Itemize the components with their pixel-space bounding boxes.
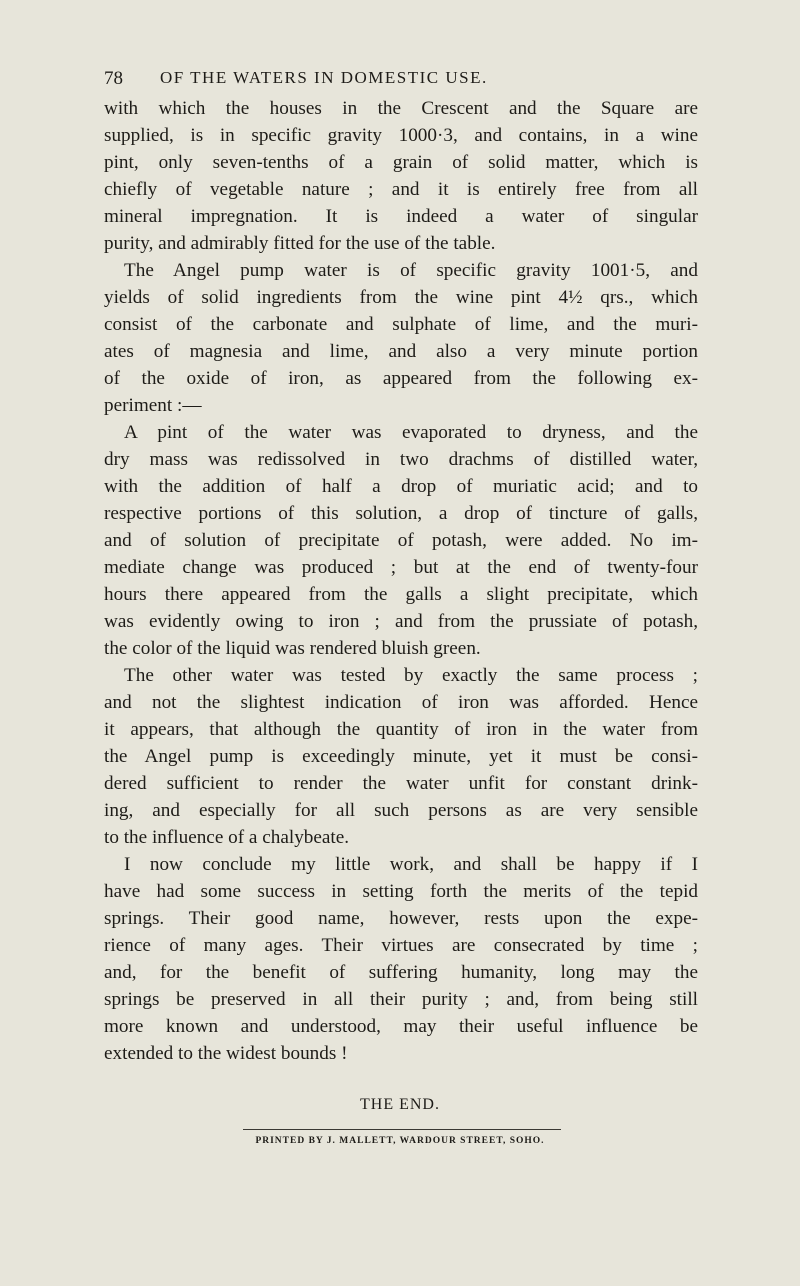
text-line: The other water was tested by exactly the same process ; bbox=[124, 665, 698, 686]
text-line: A pint of the water was evaporated to dryness, and the bbox=[124, 422, 698, 443]
text-line: with which the houses in the Crescent and the Square are bbox=[104, 98, 698, 119]
text-line: The Angel pump water is of specific gravity 1001·5, and bbox=[124, 260, 698, 281]
text-line: to the influence of a chalybeate. bbox=[104, 827, 350, 848]
text-line: the color of the liquid was rendered bluish green. bbox=[104, 638, 481, 659]
text-line: rience of many ages. Their virtues are consecrated by time ; bbox=[104, 935, 698, 956]
running-header bbox=[104, 68, 696, 98]
printer-imprint: PRINTED BY J. MALLETT, WARDOUR STREET, SOHO. bbox=[255, 1136, 545, 1146]
text-line: periment :— bbox=[104, 395, 202, 416]
running-title: OF THE WATERS IN DOMESTIC USE. bbox=[160, 68, 488, 87]
divider-rule bbox=[243, 1129, 561, 1130]
text-line: I now conclude my little work, and shall be happy if I bbox=[124, 854, 698, 875]
text-line: mediate change was produced ; but at the end of twenty-four bbox=[104, 557, 698, 578]
text-line: purity, and admirably fitted for the use of the table. bbox=[104, 233, 496, 254]
text-line: and of solution of precipitate of potash, were added. No im- bbox=[104, 530, 698, 551]
text-line: springs be preserved in all their purity ; and, from being still bbox=[104, 989, 698, 1010]
text-line: ates of magnesia and lime, and also a very minute portion bbox=[104, 341, 698, 362]
text-line: and not the slightest indication of iron was afforded. Hence bbox=[104, 692, 698, 713]
text-line: supplied, is in specific gravity 1000·3, and contains, in a wine bbox=[104, 125, 698, 146]
text-line: more known and understood, may their useful influence be bbox=[104, 1016, 698, 1037]
the-end-label: THE END. bbox=[360, 1096, 440, 1113]
text-line: with the addition of half a drop of muriatic acid; and to bbox=[104, 476, 698, 497]
body-text bbox=[104, 95, 698, 1067]
text-line: the Angel pump is exceedingly minute, yet it must be consi- bbox=[104, 746, 698, 767]
text-line: extended to the widest bounds ! bbox=[104, 1043, 348, 1064]
text-line: mineral impregnation. It is indeed a water of singular bbox=[104, 206, 698, 227]
page-number: 78 bbox=[104, 68, 123, 89]
text-line: pint, only seven-tenths of a grain of solid matter, which is bbox=[104, 152, 698, 173]
text-line: hours there appeared from the galls a slight precipitate, which bbox=[104, 584, 698, 605]
text-line: consist of the carbonate and sulphate of lime, and the muri- bbox=[104, 314, 698, 335]
text-line: yields of solid ingredients from the wine pint 4½ qrs., which bbox=[104, 287, 698, 308]
text-line: dered sufficient to render the water unfit for constant drink- bbox=[104, 773, 698, 794]
text-line: springs. Their good name, however, rests upon the expe- bbox=[104, 908, 698, 929]
text-line: have had some success in setting forth the merits of the tepid bbox=[104, 881, 698, 902]
text-line: and, for the benefit of suffering humanity, long may the bbox=[104, 962, 698, 983]
text-line: was evidently owing to iron ; and from the prussiate of potash, bbox=[104, 611, 698, 632]
text-line: dry mass was redissolved in two drachms of distilled water, bbox=[104, 449, 698, 470]
text-line: of the oxide of iron, as appeared from the following ex- bbox=[104, 368, 698, 389]
text-line: respective portions of this solution, a drop of tincture of galls, bbox=[104, 503, 698, 524]
text-line: it appears, that although the quantity of iron in the water from bbox=[104, 719, 698, 740]
text-line: ing, and especially for all such persons as are very sensible bbox=[104, 800, 698, 821]
text-line: chiefly of vegetable nature ; and it is entirely free from all bbox=[104, 179, 698, 200]
